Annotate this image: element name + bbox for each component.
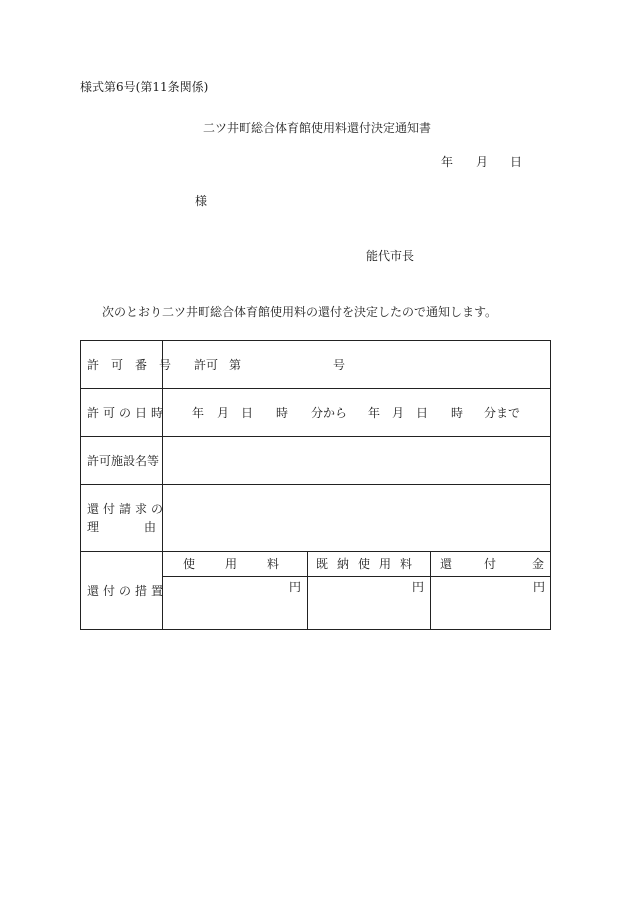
permit-prefix: 許可 (194, 358, 219, 372)
dt-day: 日 (241, 406, 254, 420)
notice-table (80, 340, 551, 630)
subheader-divider (163, 576, 550, 577)
facility-name-label: 許可施設名等 (87, 454, 160, 468)
refund-measure-label: 還付の措置 (87, 584, 168, 598)
row-divider (81, 484, 550, 485)
addressee-suffix: 様 (195, 194, 208, 208)
dt-year: 年 (192, 406, 205, 420)
document-title: 二ツ井町総合体育館使用料還付決定通知書 (203, 121, 432, 135)
permit-gou: 号 (333, 358, 346, 372)
refund-reason-label-yu: 由 (144, 520, 157, 534)
permit-dai: 第 (229, 358, 242, 372)
body-text: 次のとおり二ツ井町総合体育館使用料の還付を決定したので通知します。 (102, 305, 498, 319)
refund-header-fu: 付 (484, 557, 497, 571)
column-divider (430, 551, 431, 629)
refund-yen: 円 (533, 580, 546, 594)
dt-year2: 年 (368, 406, 381, 420)
date-month-label: 月 (476, 155, 489, 169)
dt-until: 分まで (484, 406, 521, 420)
row-divider (81, 551, 550, 552)
form-number: 様式第6号(第11条関係) (80, 80, 209, 94)
refund-header-kin: 金 (532, 557, 545, 571)
dt-day2: 日 (416, 406, 429, 420)
dt-hour2: 時 (451, 406, 464, 420)
dt-month2: 月 (392, 406, 405, 420)
date-year-label: 年 (441, 155, 454, 169)
dt-from: 分から (311, 406, 348, 420)
date-day-label: 日 (510, 155, 523, 169)
row-divider (81, 436, 550, 437)
refund-header-kan: 還 (440, 557, 453, 571)
issuer-name: 能代市長 (366, 249, 415, 263)
dt-hour: 時 (276, 406, 289, 420)
date-line (441, 155, 522, 169)
usage-fee-header: 使用料 (183, 557, 310, 571)
paid-fee-header: 既納使用料 (316, 557, 422, 571)
paid-fee-yen: 円 (412, 580, 425, 594)
dt-month: 月 (217, 406, 230, 420)
permit-datetime-label: 許可の日時 (87, 406, 168, 420)
usage-fee-yen: 円 (289, 580, 302, 594)
row-divider (81, 388, 550, 389)
permit-number-label-text: 許可番号 (87, 358, 184, 372)
refund-reason-label-ri: 理 (87, 520, 100, 534)
refund-reason-label-line1: 還付請求の (87, 502, 168, 516)
permit-number-label (87, 358, 184, 372)
